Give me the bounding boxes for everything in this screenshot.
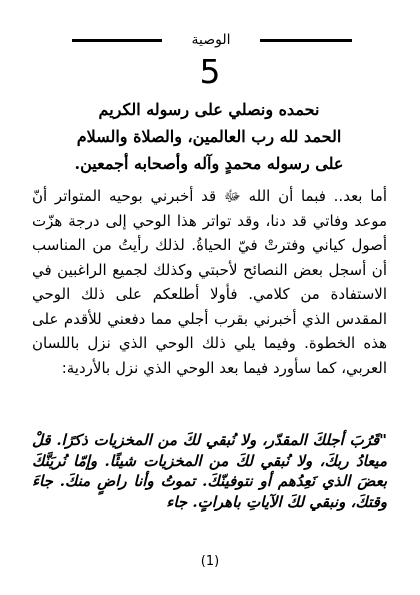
- opening-invocation: [36, 96, 382, 177]
- section-header: [0, 28, 420, 54]
- invocation-line: على رسوله محمدٍ وآله وأصحابه أجمعين.: [74, 154, 344, 173]
- section-number: 5: [199, 52, 221, 91]
- revelation-quote: "قَرُبَ أجلكَ المقدّر، ولا نُبقي لكَ من المخزيات ذكرًا. قلْ ميعادُ ربكَ، ولا نُبقي لكَ من المخزيات شيئًا. وإمّا نُريَنَّكَ بعضَ الذي نَعِدُهم أو نتوفينّكَ. تموتُ وأنا راضٍ منكَ. جاءَ وقتكَ، ونبقي لكَ الآياتِ باهراتٍ. جاء: [32, 431, 387, 511]
- body-paragraph: أما بعد.. فبما أن الله ﷻ قد أخبرني بوحيه المتواتر أنّ موعد وفاتي قد دنا، وقد تواتر هذا الوحي إلى درجة هزّت أصول كياني وفترتْ فيّ الحياةُ. لذلك رأيتُ من المناسب أن أسجل بعض النصائح لأحبتي وكذلك لجميع الراغبين في الاستفادة من كلامي. فأولا أطلعكم على ذلك الوحي المقدس الذي أخبرني بقرب أجلي مما دفعني للأقدم على هذه الخطوة. وفيما يلي ذلك الوحي الذي نزل باللسان العربي، كما سأورد فيما بعد الوحي الذي نزل بالأردية:: [32, 187, 387, 377]
- page-number: (1): [200, 554, 220, 569]
- invocation-line: نحمده ونصلي على رسوله الكريم: [98, 100, 320, 119]
- header-rule-right: [260, 39, 352, 42]
- header-rule-left: [72, 39, 162, 42]
- section-label: الوصية: [191, 32, 231, 48]
- invocation-line: الحمد لله رب العالمين، والصلاة والسلام: [76, 127, 342, 146]
